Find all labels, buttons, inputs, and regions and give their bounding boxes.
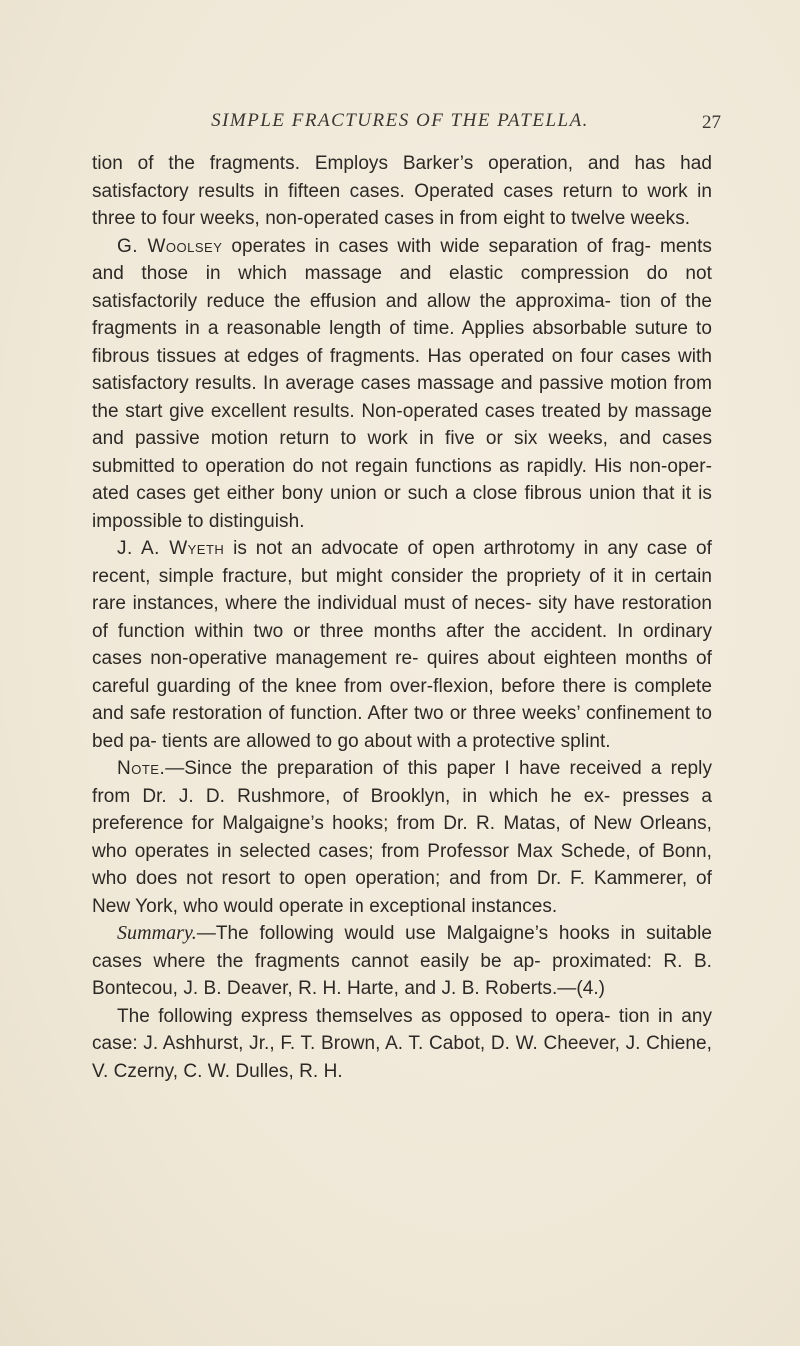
- paragraph-wyeth: [92, 535, 712, 755]
- running-title: SIMPLE FRACTURES OF THE PATELLA.: [211, 110, 589, 131]
- page-number: 27: [702, 112, 721, 133]
- paragraph-opposed: [92, 1003, 712, 1086]
- note-lead: Note.: [117, 758, 166, 779]
- body-text: [92, 150, 712, 1085]
- summary-lead: Summary.: [117, 922, 197, 944]
- paragraph-woolsey: [92, 233, 712, 536]
- author-name: J. A. Wyeth: [117, 538, 225, 559]
- author-name: G. Woolsey: [117, 235, 223, 257]
- paragraph-1: [92, 150, 712, 233]
- paragraph-text: —Since the preparation of this paper I have received a reply from Dr. J. D. Rushmore, of Brooklyn, in which he ex- presses a preference for Malgaigne’s hooks; from Dr. R. Matas, of New Orleans, who operates in selected cases; from Professor Max Schede, of Bonn, who does not resort to open operation; and from Dr. F. Kammerer, of New York, who would operate in exceptional instances.: [92, 758, 712, 917]
- paragraph-text: operates in cases with wide separation of frag- ments and those in which massage and elastic compression do not satisfactorily reduce the effusion and allow the approxima- tion of the fragments in a reasonable length of time. Applies absorbable suture to fibrous tissues at edges of fragments. Has operated on four cases with satisfactory results. In average cases massage and passive motion from the start give excellent results. Non-operated cases treated by massage and passive motion return to work in five or six weeks, and cases submitted to operation do not regain functions as rapidly. His non-oper- ated cases get either bony union or such a close fibrous union that it is impossible to distinguish.: [92, 235, 712, 532]
- paragraph-summary: [92, 920, 712, 1003]
- paragraph-note: [92, 755, 712, 920]
- page-header: [0, 110, 800, 138]
- paragraph-text: tion of the fragments. Employs Barker’s operation, and has had satisfactory results in fifteen cases. Operated cases return to work in three to four weeks, non-operated cases in from eight to twelve weeks.: [92, 153, 712, 229]
- paragraph-text: —The following would use Malgaigne’s hooks in suitable cases where the fragments cannot easily be ap- proximated: R. B. Bontecou, J. B. Deaver, R. H. Harte, and J. B. Roberts.—(4.): [92, 923, 712, 999]
- paragraph-text: is not an advocate of open arthrotomy in any case of recent, simple fracture, but might consider the propriety of it in certain rare instances, where the individual must of neces- sity have restoration of function within two or three months after the accident. In ordinary cases non-operative management re- quires about eighteen months of careful guarding of the knee from over-flexion, before there is complete and safe restoration of function. After two or three weeks’ confinement to bed pa- tients are allowed to go about with a protective splint.: [92, 538, 713, 752]
- paragraph-text: The following express themselves as opposed to opera- tion in any case: J. Ashhurst, Jr., F. T. Brown, A. T. Cabot, D. W. Cheever, J. Chiene, V. Czerny, C. W. Dulles, R. H.: [92, 1005, 712, 1082]
